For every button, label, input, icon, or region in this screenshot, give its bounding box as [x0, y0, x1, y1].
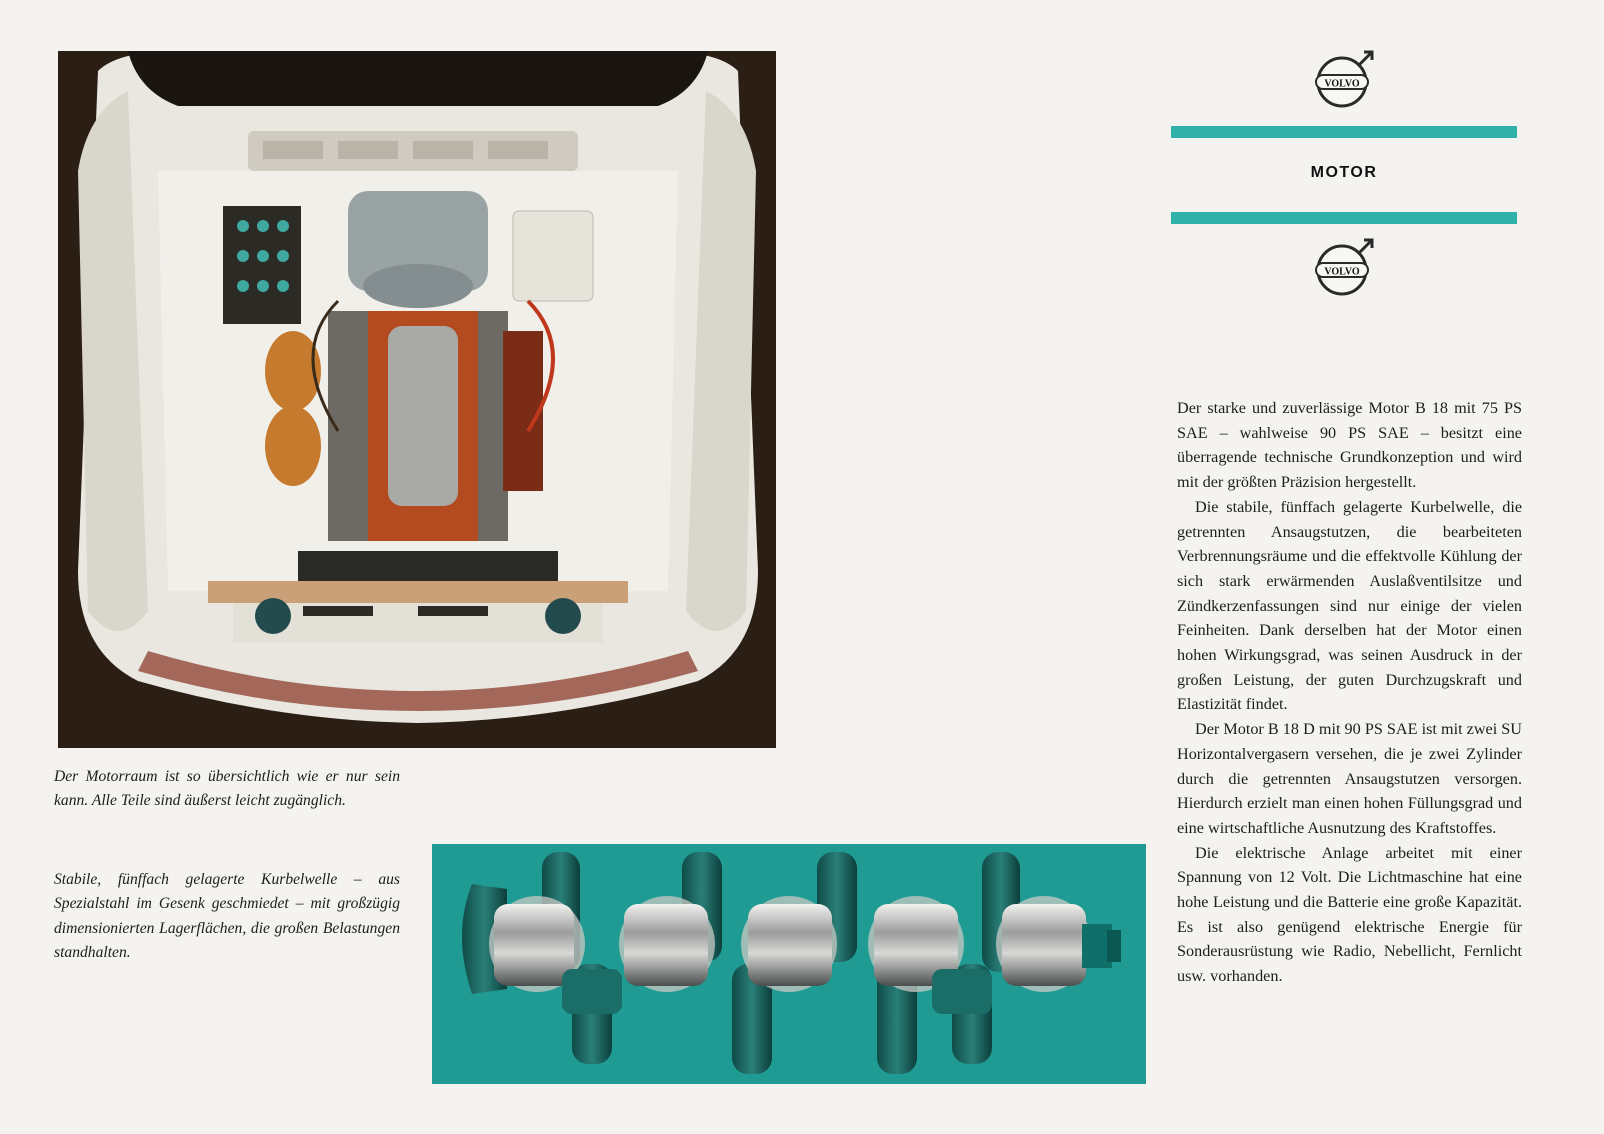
- volvo-logo-bottom: [1312, 236, 1378, 302]
- body-paragraph: Die stabile, fünffach gelagerte Kurbelwelle, die getrennten Ansaugstutzen, die bearbeiteten Verbrennungsräume und die effektvolle Kühlung der sich stark erwärmenden Auslaßventilsitze und Zündkerzenfassungen sind nur einige der vielen Feinheiten. Dank derselben hat der Motor einen hohen Wirkungsgrad, was seinen Ausdruck in der großen Leistung, der guten Durchzugskraft und Elastizität findet.: [1177, 497, 1522, 714]
- logo-text: VOLVO: [1324, 266, 1360, 278]
- body-paragraph: Der starke und zuverlässige Motor B 18 mit 75 PS SAE – wahlweise 90 PS SAE – besitzt eine überragende technische Grundkonzeption und wird mit der größten Präzision hergestellt.: [1177, 399, 1522, 492]
- accent-bar-top: [1171, 126, 1517, 138]
- engine-photo-caption: Der Motorraum ist so übersichtlich wie er nur sein kann. Alle Teile sind äußerst leicht zugänglich.: [54, 768, 400, 810]
- volvo-logo-top: [1312, 48, 1378, 114]
- crankshaft-caption: Stabile, fünffach gelagerte Kurbelwelle – aus Spezialstahl im Gesenk geschmiedet – mit großzügig dimensionierten Lagerflächen, die großen Belastungen standhalten.: [54, 871, 400, 961]
- body-text: [1177, 396, 1522, 989]
- crankshaft-illustration: [432, 844, 1146, 1084]
- section-title: MOTOR: [1310, 164, 1378, 181]
- engine-bay-photo: [58, 51, 776, 748]
- accent-bar-bottom: [1171, 212, 1517, 224]
- body-paragraph: Die elektrische Anlage arbeitet mit einer Spannung von 12 Volt. Die Lichtmaschine hat eine hohe Leistung und die Batterie eine große Kapazität. Es ist also genügend elektrische Energie für Sonderausrüstung wie Radio, Nebellicht, Fernlicht usw. vorhanden.: [1177, 843, 1522, 986]
- logo-text: VOLVO: [1324, 78, 1360, 90]
- body-paragraph: Der Motor B 18 D mit 90 PS SAE ist mit zwei SU Horizontalvergasern versehen, die je zwei Zylinder durch die getrennten Ansaugstutzen versorgen. Hierdurch erzielt man einen hohen Füllungsgrad und eine wirtschaftliche Ausnutzung des Kraftstoffes.: [1177, 720, 1522, 837]
